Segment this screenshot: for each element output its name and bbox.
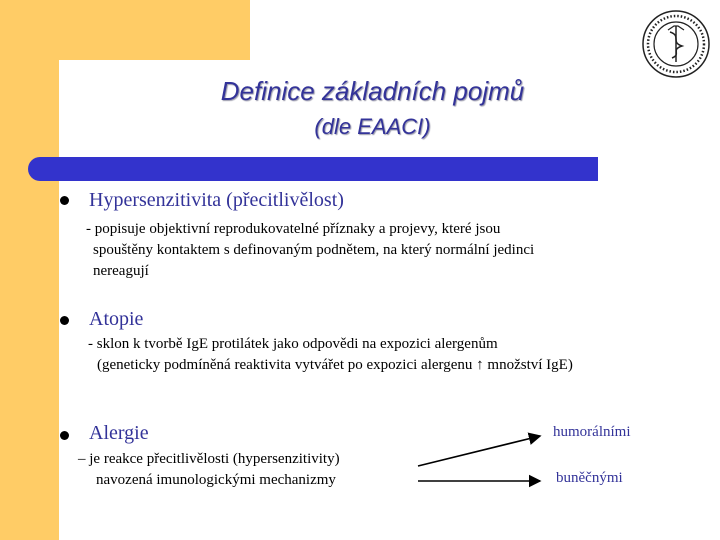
- definition-line: - popisuje objektivní reprodukovatelné příznaky a projevy, které jsou: [86, 221, 501, 237]
- slide-subtitle: (dle EAACI): [314, 114, 431, 139]
- branch-cellular: buněčnými: [556, 470, 623, 486]
- definition-line: navozená imunologickými mechanizmy: [96, 472, 336, 488]
- definition-line: spouštěny kontaktem s definovaným podnětem, na který normální jedinci: [93, 242, 535, 258]
- definition-line: - sklon k tvorbě IgE protilátek jako odpovědi na expozici alergenům: [88, 336, 498, 352]
- arrow-to-humoral: [418, 436, 540, 466]
- term-atopy: Atopie: [89, 308, 144, 330]
- arrow-up-icon: ↑: [476, 357, 484, 373]
- definition-line: nereagují: [93, 263, 149, 279]
- term-hypersensitivity: Hypersenzitivita (přecitlivělost): [89, 189, 344, 211]
- slide-title: Definice základních pojmů: [220, 76, 525, 106]
- branch-humoral: humorálními: [553, 424, 631, 440]
- term-allergy: Alergie: [89, 422, 149, 444]
- definition-text: množství IgE): [487, 357, 573, 373]
- definition-line: – je reakce přecitlivělosti (hypersenzitivity): [78, 451, 340, 467]
- definition-text: (geneticky podmíněná reaktivita vytvářet po expozici alergenu: [97, 357, 473, 373]
